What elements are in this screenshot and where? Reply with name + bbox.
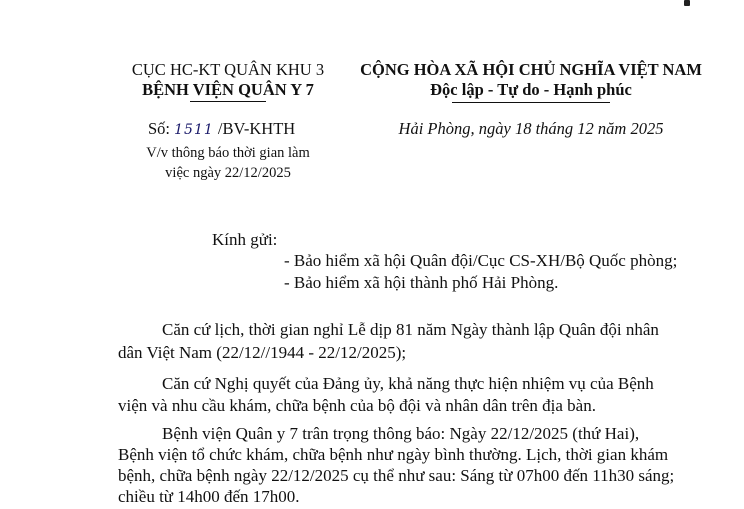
paragraph-3-line-1: Bệnh viện Quân y 7 trân trọng thông báo: Ngày 22/12/2025 (thứ Hai),	[162, 424, 640, 443]
hospital-underline	[190, 101, 266, 102]
national-motto: Độc lập - Tự do - Hạnh phúc	[430, 80, 632, 99]
paragraph-3-line-2: Bệnh viện tổ chức khám, chữa bệnh như ngày bình thường. Lịch, thời gian khám	[118, 445, 669, 464]
subject-line-2: việc ngày 22/12/2025	[165, 165, 291, 181]
paragraph-2-line-1: Căn cứ Nghị quyết của Đảng ủy, khả năng thực hiện nhiệm vụ của Bệnh	[162, 374, 654, 393]
number-suffix: /BV-KHTH	[217, 119, 296, 138]
paragraph-2-line-2: viện và nhu cầu khám, chữa bệnh của bộ đội và nhân dân trên địa bàn.	[118, 396, 596, 415]
greeting: Kính gửi:	[212, 230, 278, 249]
paragraph-3-line-3: bệnh, chữa bệnh ngày 22/12/2025 cụ thể như sau: Sáng từ 07h00 đến 11h30 sáng;	[118, 466, 675, 485]
country-name: CỘNG HÒA XÃ HỘI CHỦ NGHĨA VIỆT NAM	[360, 60, 702, 79]
number-prefix: Số:	[148, 119, 171, 138]
scan-mark	[684, 0, 690, 6]
paragraph-1-line-2: dân Việt Nam (22/12//1944 - 22/12/2025);	[118, 343, 407, 362]
hospital-name: BỆNH VIỆN QUÂN Y 7	[142, 80, 314, 99]
paragraph-3-line-4: chiều từ 14h00 đến 17h00.	[118, 487, 300, 506]
subject-line-1: V/v thông báo thời gian làm	[146, 145, 310, 161]
issuing-agency: CỤC HC-KT QUÂN KHU 3	[131, 60, 325, 79]
recipient-2: - Bảo hiểm xã hội thành phố Hải Phòng.	[284, 273, 559, 292]
motto-underline	[452, 102, 610, 103]
handwritten-number: 1511	[174, 122, 214, 138]
document-number	[148, 119, 295, 139]
place-and-date: Hải Phòng, ngày 18 tháng 12 năm 2025	[398, 119, 664, 138]
recipient-1: - Bảo hiểm xã hội Quân đội/Cục CS-XH/Bộ Quốc phòng;	[284, 251, 678, 270]
paragraph-1-line-1: Căn cứ lịch, thời gian nghỉ Lễ dịp 81 năm Ngày thành lập Quân đội nhân	[162, 320, 659, 339]
